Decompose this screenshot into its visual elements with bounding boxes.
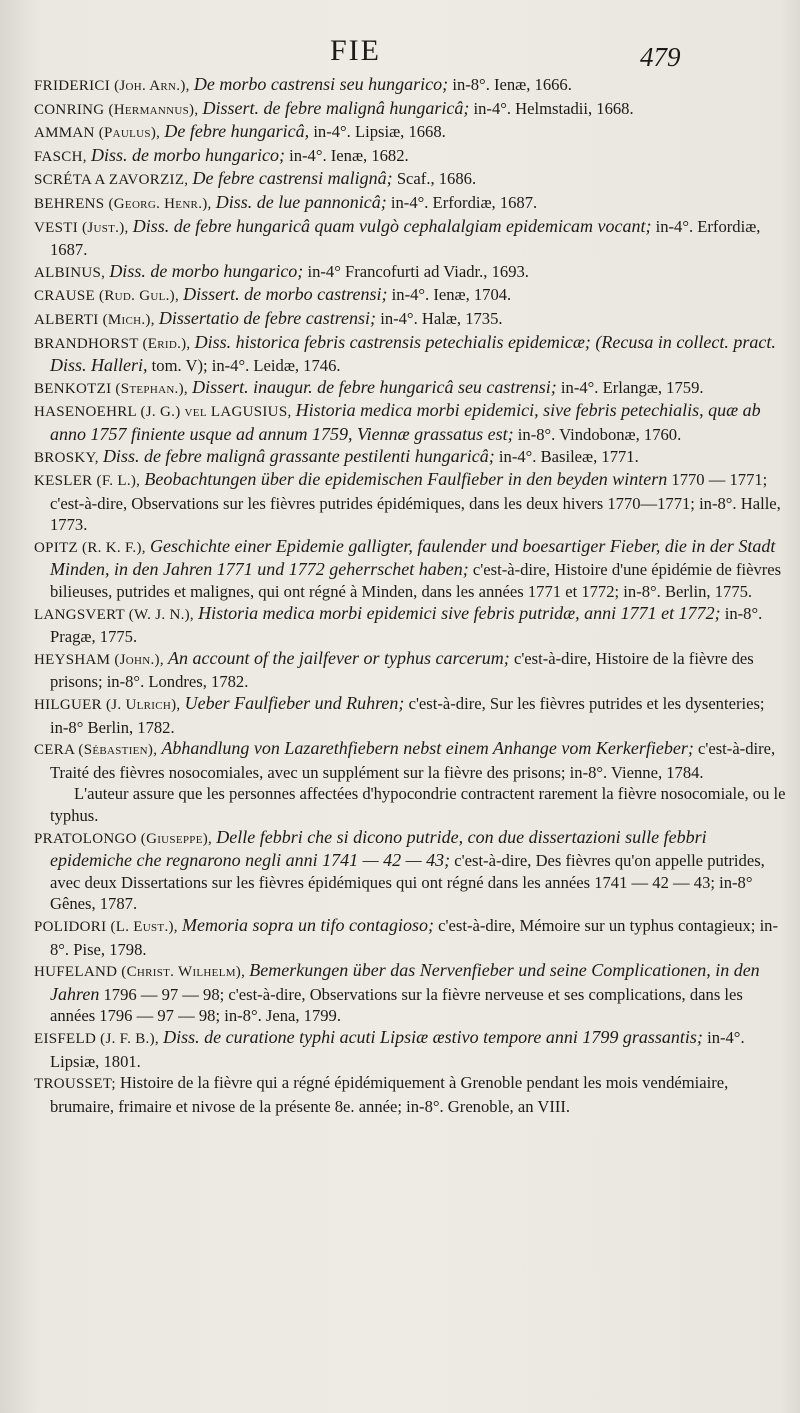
bibliography-entry bbox=[34, 216, 786, 261]
entry-author: BRANDHORST (Erid.), bbox=[34, 335, 191, 352]
entry-rest: Scaf., 1686. bbox=[396, 169, 477, 189]
entry-title: Dissert. de febre malignâ hungaricâ; bbox=[202, 97, 470, 118]
bibliography-entry bbox=[34, 827, 786, 915]
bibliography-entry bbox=[34, 960, 786, 1027]
bibliography-entry bbox=[34, 536, 786, 603]
bibliography-entry bbox=[34, 469, 786, 536]
entry-title: Dissertatio de febre castrensi; bbox=[158, 307, 377, 328]
entry-rest: in-8°. Pragæ, 1775. bbox=[50, 603, 763, 647]
bibliography-entry bbox=[34, 738, 786, 783]
entry-title: Abhandlung von Lazarethfiebern nebst einem Anhange vom Kerkerfieber; bbox=[161, 738, 694, 759]
bibliography-entry bbox=[34, 121, 786, 145]
entry-title: Beobachtungen über die epidemischen Faulfieber in den beyden wintern bbox=[144, 469, 668, 490]
bibliography-list bbox=[34, 74, 786, 1117]
entry-rest: in-8°. Ienæ, 1666. bbox=[452, 75, 572, 94]
entry-title: Memoria sopra un tifo contagioso; bbox=[182, 914, 434, 935]
entry-title: An account of the jailfever or typhus carcerum; bbox=[168, 647, 510, 668]
entry-rest: c'est-à-dire, Mémoire sur un typhus contagieux; in-8°. Pise, 1798. bbox=[50, 915, 778, 959]
entry-title: Diss. de curatione typhi acuti Lipsiæ æstivo tempore anni 1799 grassantis; bbox=[163, 1026, 703, 1047]
page-number: 479 bbox=[640, 42, 681, 72]
bibliography-entry bbox=[34, 192, 786, 216]
bibliography-entry bbox=[34, 446, 786, 470]
entry-author: FASCH, bbox=[34, 148, 87, 165]
entry-title: Geschichte einer Epidemie galligter, faulender und boesartiger Fieber, die in der Stadt Minden, in den Jahren 1771 und 1772 geherrschet haben; bbox=[50, 535, 776, 580]
entry-rest: c'est-à-dire, Sur les fièvres putrides et les dysenteries; in-8° Berlin, 1782. bbox=[50, 694, 765, 737]
bibliography-entry bbox=[34, 284, 786, 308]
entry-author: AMMAN (Paulus), bbox=[34, 125, 161, 142]
bibliography-entry bbox=[34, 98, 786, 122]
entry-author: CERA (Sébastien), bbox=[34, 742, 158, 759]
entry-title: Historia medica morbi epidemici sive febris putridæ, anni 1771 et 1772; bbox=[198, 602, 721, 623]
entry-rest: in-4°. Lipsiæ, 1801. bbox=[50, 1027, 745, 1071]
entry-author: KESLER (F. L.), bbox=[34, 473, 141, 490]
running-head bbox=[0, 34, 800, 74]
entry-author: FRIDERICI (Joh. Arn.), bbox=[34, 78, 190, 94]
entry-author: SCRÉTA A ZAVORZIZ, bbox=[34, 172, 189, 189]
entry-rest: c'est-à-dire, Traité des fièvres nosocomiales, avec un supplément sur la fièvre des prisons; in-8°. Vienne, 1784. bbox=[50, 739, 776, 782]
bibliography-entry bbox=[34, 400, 786, 445]
entry-rest: in-4°. Basileæ, 1771. bbox=[498, 446, 639, 466]
entry-title: De febre hungaricâ, bbox=[164, 121, 310, 142]
entry-title: Dissert. de morbo castrensi; bbox=[183, 284, 388, 305]
entry-rest: Histoire de la fièvre qui a régné épidémiquement à Grenoble pendant les mois vendémiaire, brumaire, frimaire et nivose de la présente 8e. année; in-8°. Grenoble, an VIII. bbox=[50, 1073, 729, 1116]
entry-rest: c'est-à-dire, Des fièvres qu'on appelle putrides, avec deux Dissertations sur les fièvres épidémiques qui ont régné dans les années 1741 — 42 — 43; in-8° Gênes, 1787. bbox=[50, 851, 765, 914]
entry-rest: in-4°. Erfordiæ, 1687. bbox=[50, 216, 761, 260]
entry-title: Historia medica morbi epidemici, sive febris petechialis, quæ ab anno 1757 finiente usque ad annum 1759, Viennæ grassatus est; bbox=[50, 400, 761, 444]
entry-author: ALBINUS, bbox=[34, 264, 106, 281]
entry-title: Ueber Faulfieber und Ruhren; bbox=[184, 693, 405, 714]
entry-author: EISFELD (J. F. B.), bbox=[34, 1030, 159, 1047]
entry-author: HASENOEHRL (J. G.) vel LAGUSIUS, bbox=[34, 404, 292, 421]
entry-author: ALBERTI (Mich.), bbox=[34, 311, 155, 328]
entry-rest: 1796 — 97 — 98; c'est-à-dire, Observations sur la fièvre nerveuse et ses complications, dans les années 1796 — 97 — 98; in-8°. Jena, 1799. bbox=[50, 984, 743, 1026]
entry-author: HILGUER (J. Ulrich), bbox=[34, 697, 181, 714]
bibliography-entry bbox=[34, 377, 786, 401]
bibliography-entry bbox=[34, 1027, 786, 1072]
entry-title: Dissert. inaugur. de febre hungaricâ seu castrensi; bbox=[192, 376, 557, 397]
bibliography-entry bbox=[34, 332, 786, 377]
entry-title: Diss. de morbo hungarico; bbox=[109, 260, 304, 281]
bibliography-entry bbox=[34, 168, 786, 192]
entry-author: BEHRENS (Georg. Henr.), bbox=[34, 195, 212, 212]
entry-rest: in-4°. Halæ, 1735. bbox=[380, 308, 503, 328]
entry-rest: L'auteur assure que les personnes affectées d'hypocondrie contractent rarement la fièvre nosocomiale, ou le typhus. bbox=[50, 784, 786, 825]
entry-author: HUFELAND (Christ. Wilhelm), bbox=[34, 964, 246, 981]
entry-author: CONRING (Hermannus), bbox=[34, 101, 199, 118]
entry-author: BROSKY, bbox=[34, 449, 99, 466]
entry-rest: tom. V); in-4°. Leidæ, 1746. bbox=[151, 356, 341, 376]
entry-title: Delle febbri che si dicono putride, con due dissertazioni sulle febbri epidemiche che regnarono negli anni 1741 — 42 — 43; bbox=[50, 826, 707, 871]
entry-author: HEYSHAM (John.), bbox=[34, 651, 164, 668]
bibliography-entry bbox=[34, 603, 786, 648]
bibliography-entry bbox=[34, 145, 786, 169]
entry-rest: in-4°. Ienæ, 1682. bbox=[289, 145, 409, 165]
entry-rest: in-8°. Vindobonæ, 1760. bbox=[517, 424, 682, 444]
entry-title: Diss. de morbo hungarico; bbox=[90, 144, 285, 165]
running-head-title: FIE bbox=[330, 34, 381, 67]
entry-author: LANGSVERT (W. J. N.), bbox=[34, 606, 194, 623]
entry-author: TROUSSET; bbox=[34, 1076, 116, 1093]
entry-title: De febre castrensi malignâ; bbox=[192, 168, 393, 189]
bibliography-entry bbox=[34, 915, 786, 960]
entry-author: OPITZ (R. K. F.), bbox=[34, 539, 146, 556]
entry-title: Diss. de lue pannonicâ; bbox=[215, 191, 387, 212]
entry-rest: in-4°. Helmstadii, 1668. bbox=[473, 98, 634, 118]
bibliography-entry bbox=[34, 261, 786, 285]
entry-rest: c'est-à-dire, Histoire d'une épidémie de fièvres bilieuses, putrides et malignes, qui ont régné à Minden, dans les années 1771 et 1772; in-8°. Berlin, 1775. bbox=[50, 560, 782, 602]
entry-rest: in-4°. Erfordiæ, 1687. bbox=[390, 192, 538, 212]
bibliography-entry bbox=[34, 308, 786, 332]
bibliography-entry bbox=[34, 74, 786, 98]
entry-title: Diss. historica febris castrensis petechialis epidemicæ; (Recusa in collect. pract. Diss. Halleri, bbox=[50, 331, 776, 376]
entry-rest: in-4° Francofurti ad Viadr., 1693. bbox=[307, 261, 529, 281]
bibliography-entry bbox=[34, 1072, 786, 1117]
entry-rest: in-4°. Lipsiæ, 1668. bbox=[313, 122, 446, 142]
bibliography-entry bbox=[34, 693, 786, 738]
entry-rest: in-4°. Erlangæ, 1759. bbox=[560, 377, 704, 397]
entry-title: Diss. de febre malignâ grassante pestilenti hungaricâ; bbox=[102, 445, 495, 466]
entry-author: PRATOLONGO (Giuseppe), bbox=[34, 830, 213, 847]
entry-title: Bemerkungen über das Nervenfieber und seine Complicationen, in den Jahren bbox=[50, 960, 760, 1004]
bibliography-entry bbox=[34, 648, 786, 693]
entry-rest: in-4°. Ienæ, 1704. bbox=[391, 285, 512, 305]
entry-author: BENKOTZI (Stephan.), bbox=[34, 380, 188, 397]
entry-rest: c'est-à-dire, Histoire de la fièvre des prisons; in-8°. Londres, 1782. bbox=[50, 648, 754, 692]
entry-author: VESTI (Just.), bbox=[34, 219, 129, 236]
entry-rest: 1770 — 1771; c'est-à-dire, Observations sur les fièvres putrides épidémiques, dans les deux hivers 1770—1771; in-8°. Halle, 1773. bbox=[50, 470, 781, 535]
entry-author: POLIDORI (L. Eust.), bbox=[34, 918, 178, 935]
entry-author: CRAUSE (Rud. Gul.), bbox=[34, 288, 180, 305]
entry-title: De morbo castrensi seu hungarico; bbox=[193, 74, 449, 94]
entry-title: Diss. de febre hungaricâ quam vulgò cephalalgiam epidemicam vocant; bbox=[132, 215, 652, 236]
bibliography-entry bbox=[34, 783, 786, 826]
